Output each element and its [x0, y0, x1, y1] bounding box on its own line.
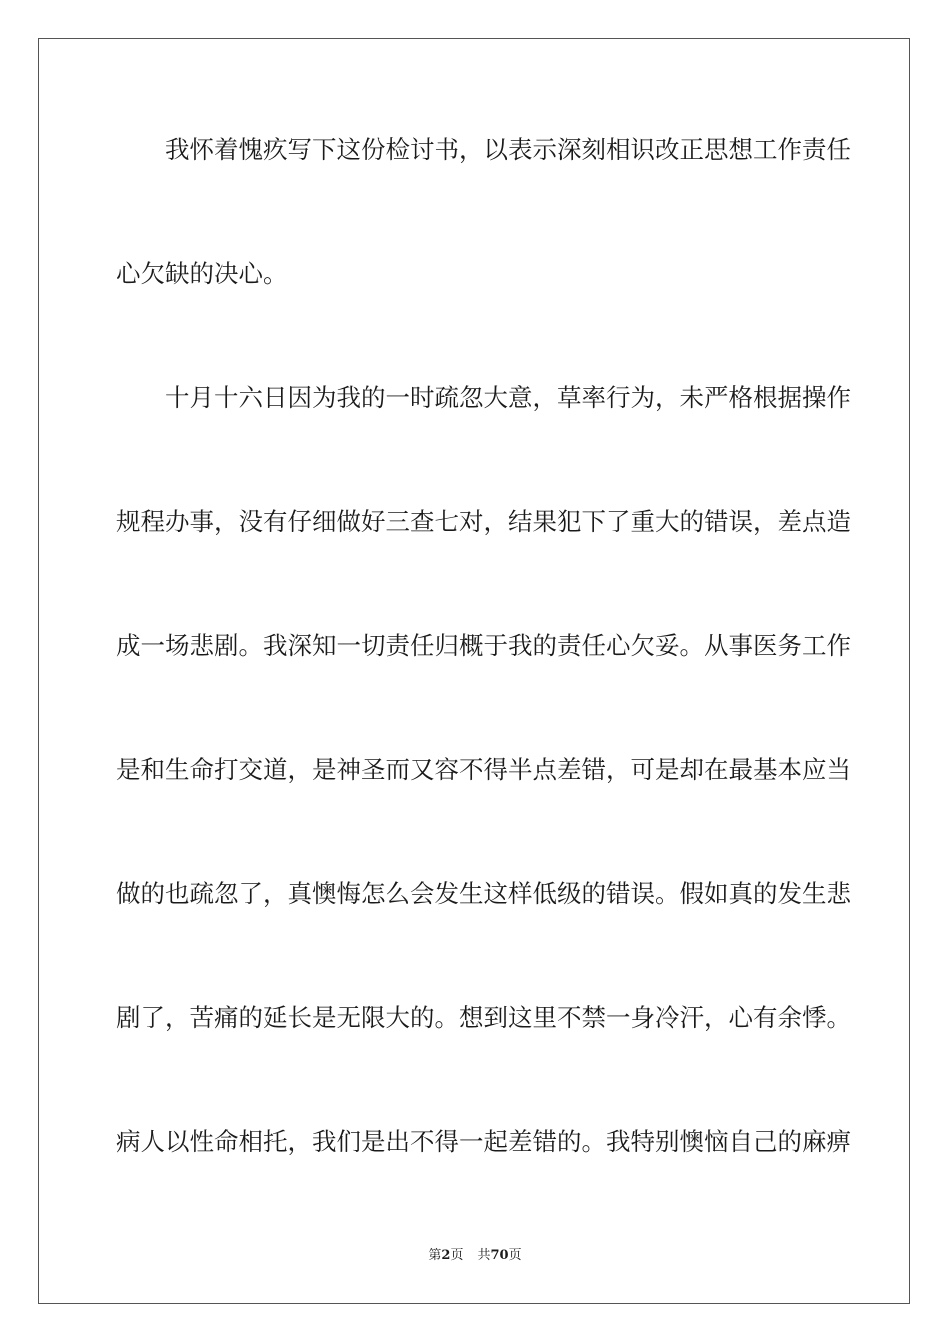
paragraph-1-line-1: 我怀着愧疚写下这份检讨书，以表示深刻相识改正思想工作责任: [165, 135, 851, 164]
paragraph-2-line-4: 是和生命打交道，是神圣而又容不得半点差错，可是却在最基本应当: [116, 755, 851, 784]
paragraph-2-line-3: 成一场悲剧。我深知一切责任归概于我的责任心欠妥。从事医务工作: [116, 631, 851, 660]
total-pages: 70: [490, 1248, 509, 1263]
paragraph-2-line-7: 病人以性命相托，我们是出不得一起差错的。我特别懊恼自己的麻痹: [116, 1127, 851, 1156]
paragraph-2-line-1: 十月十六日因为我的一时疏忽大意，草率行为，未严格根据操作: [165, 383, 851, 412]
paragraph-2-line-6: 剧了，苦痛的延长是无限大的。想到这里不禁一身冷汗，心有余悸。: [116, 1003, 851, 1032]
page-footer: [0, 1247, 950, 1265]
page-suffix: 页: [450, 1248, 464, 1263]
paragraph-2-line-2: 规程办事，没有仔细做好三查七对，结果犯下了重大的错误，差点造: [116, 507, 851, 536]
paragraph-2-line-5: 做的也疏忽了，真懊悔怎么会发生这样低级的错误。假如真的发生悲: [116, 879, 851, 908]
total-prefix: 共: [477, 1248, 491, 1263]
total-suffix: 页: [508, 1248, 522, 1263]
page-border: [38, 38, 910, 1304]
paragraph-1-line-2: 心欠缺的决心。: [116, 259, 288, 288]
page-prefix: 第: [428, 1248, 442, 1263]
page-number: 2: [441, 1248, 451, 1263]
